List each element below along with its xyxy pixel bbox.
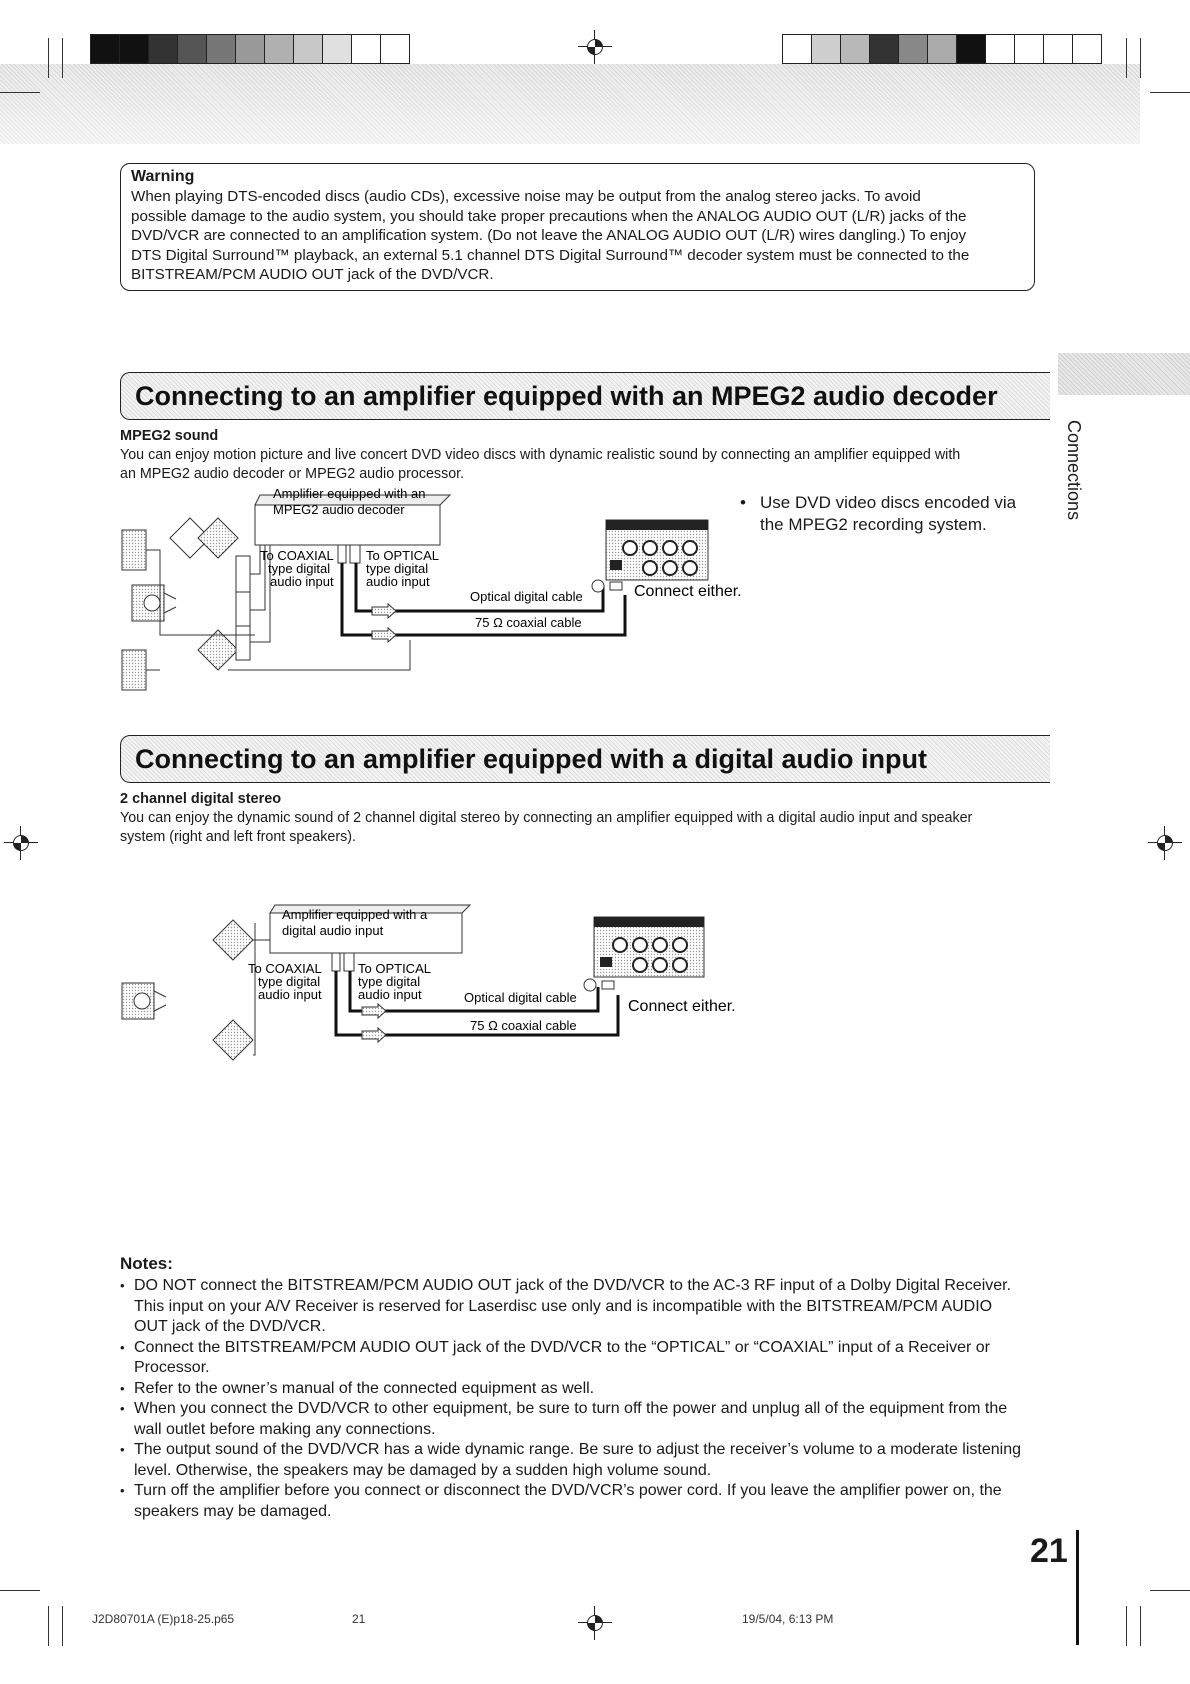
digital-audio-description: You can enjoy the dynamic sound of 2 channel digital stereo by connecting an amplifier equipped with a digital audio input and speaker system (right and left front speakers). [120,810,973,845]
optical-plug-icon [350,545,360,563]
dvd-output-panel [594,917,704,977]
note-item: • Connect the BITSTREAM/PCM AUDIO OUT jack of the DVD/VCR to the “OPTICAL” or “COAXIAL” input of a Receiver or Processor. [120,1338,1050,1379]
section-heading-mpeg2: Connecting to an amplifier equipped with an MPEG2 audio decoder [120,372,1050,420]
note-item: • When you connect the DVD/VCR to other equipment, be sure to turn off the power and unplug all of the equipment from the wall outlet before making any connections. [120,1399,1050,1440]
optical-label-line3: audio input [366,574,430,589]
registration-mark-icon [4,826,38,860]
optical-cable-label: Optical digital cable [464,990,577,1005]
speaker-icon [236,626,250,660]
jack-icon [602,981,614,989]
speaker-icon [198,630,238,670]
digital-audio-connection-diagram [110,905,810,1095]
optical-cable-label: Optical digital cable [470,589,583,604]
optical-label-line1: To OPTICAL [366,548,439,563]
connect-either-label: Connect either. [634,583,742,600]
section-heading-digital-audio: Connecting to an amplifier equipped with a digital audio input [120,735,1050,783]
subheading-mpeg2-sound: MPEG2 sound [120,428,219,444]
coaxial-label-line3: audio input [258,987,322,1002]
coaxial-cable-label: 75 Ω coaxial cable [470,1018,577,1033]
mpeg2-connection-diagram [110,486,810,700]
listener-icon [132,585,176,621]
dvd-output-panel [606,520,708,580]
amp-label-line1: Amplifier equipped with a [282,907,428,922]
side-tab [1058,353,1190,395]
note-item: • DO NOT connect the BITSTREAM/PCM AUDIO OUT jack of the DVD/VCR to the AC-3 RF input of a Dolby Digital Receiver. This input on your A/V Receiver is reserved for Laserdisc use only and is incompatible with the BITSTREAM/PCM AUDIO OUT jack of the DVD/VCR. [120,1276,1050,1338]
optical-label-line1: To OPTICAL [358,961,431,976]
listener-icon [122,983,166,1019]
crop-mark [48,38,49,78]
registration-mark-icon [1148,826,1182,860]
registration-mark-icon [578,30,612,64]
coaxial-plug-icon [338,545,346,563]
warning-box [120,163,1035,291]
color-calibration-strip-right [782,34,1101,64]
jack-icon [592,580,604,592]
arrow-icon [362,1004,386,1018]
notes-list [120,1276,1050,1522]
page-number: 21 [1030,1532,1068,1570]
connect-either-label: Connect either. [628,998,736,1015]
jack-icon [610,582,622,590]
arrow-icon [372,604,396,618]
optical-plug-icon [344,953,354,971]
arrow-icon [362,1028,386,1042]
speaker-icon [122,650,146,690]
jack-icon [584,979,596,991]
coaxial-plug-icon [332,953,340,971]
amp-label-line2: MPEG2 audio decoder [273,502,405,517]
footer-datetime: 19/5/04, 6:13 PM [742,1612,834,1626]
speaker-icon [198,518,238,558]
note-item: • The output sound of the DVD/VCR has a wide dynamic range. Be sure to adjust the receiver’s volume to a moderate listening level. Otherwise, the speakers may be damaged by a sudden high volume sound. [120,1440,1050,1481]
mpeg2-bullet-note: • Use DVD video discs encoded via the MPEG2 recording system. [740,493,1017,534]
optical-label-line2: type digital [366,561,429,576]
speaker-icon [122,530,146,570]
warning-title: Warning [131,168,195,185]
color-calibration-strip-left [90,34,409,64]
speaker-icon [236,556,250,592]
coaxial-cable-label: 75 Ω coaxial cable [475,615,582,630]
page-number-bar [1076,1530,1079,1645]
subheading-2ch-stereo: 2 channel digital stereo [120,791,282,807]
speaker-icon [213,1020,253,1060]
coaxial-label-line2: type digital [268,561,331,576]
speaker-icon [236,592,250,626]
optical-label-line3: audio input [358,987,422,1002]
footer-page: 21 [352,1612,366,1626]
mpeg2-description: You can enjoy motion picture and live concert DVD video discs with dynamic realistic sound by connecting an amplifier equipped with an MPEG2 audio decoder or MPEG2 audio processor. [120,447,961,482]
notes-title: Notes: [120,1254,173,1273]
warning-text: When playing DTS-encoded discs (audio CDs), excessive noise may be output from the analog stereo jacks. To avoid possible damage to the audio system, you should take proper precautions when the ANALOG AUDIO OUT (L/R) jacks of the DVD/VCR are connected to an amplification system. (Do not leave the ANALOG AUDIO OUT (L/R) wires dangling.) To enjoy DTS Digital Surround™ playback, an external 5.1 channel DTS Digital Surround™ decoder system must be connected to the BITSTREAM/PCM AUDIO OUT jack of the DVD/VCR. [131,188,970,284]
coaxial-label-line1: To COAXIAL [260,548,334,563]
footer-filename: J2D80701A (E)p18-25.p65 [92,1612,235,1626]
optical-label-line2: type digital [358,974,421,989]
registration-mark-icon [578,1606,612,1640]
side-tab-label: Connections [1064,420,1084,521]
amp-label-line1: Amplifier equipped with an [273,486,426,501]
arrow-icon [372,628,396,642]
note-item: • Refer to the owner’s manual of the connected equipment as well. [120,1379,1050,1400]
notes-section [120,1254,1050,1522]
amp-label-line2: digital audio input [282,923,384,938]
speaker-icon [213,920,253,960]
note-item: • Turn off the amplifier before you connect or disconnect the DVD/VCR’s power cord. If you leave the amplifier power on, the speakers may be damaged. [120,1481,1050,1522]
coaxial-label-line3: audio input [270,574,334,589]
coaxial-label-line2: type digital [258,974,321,989]
coaxial-label-line1: To COAXIAL [248,961,322,976]
